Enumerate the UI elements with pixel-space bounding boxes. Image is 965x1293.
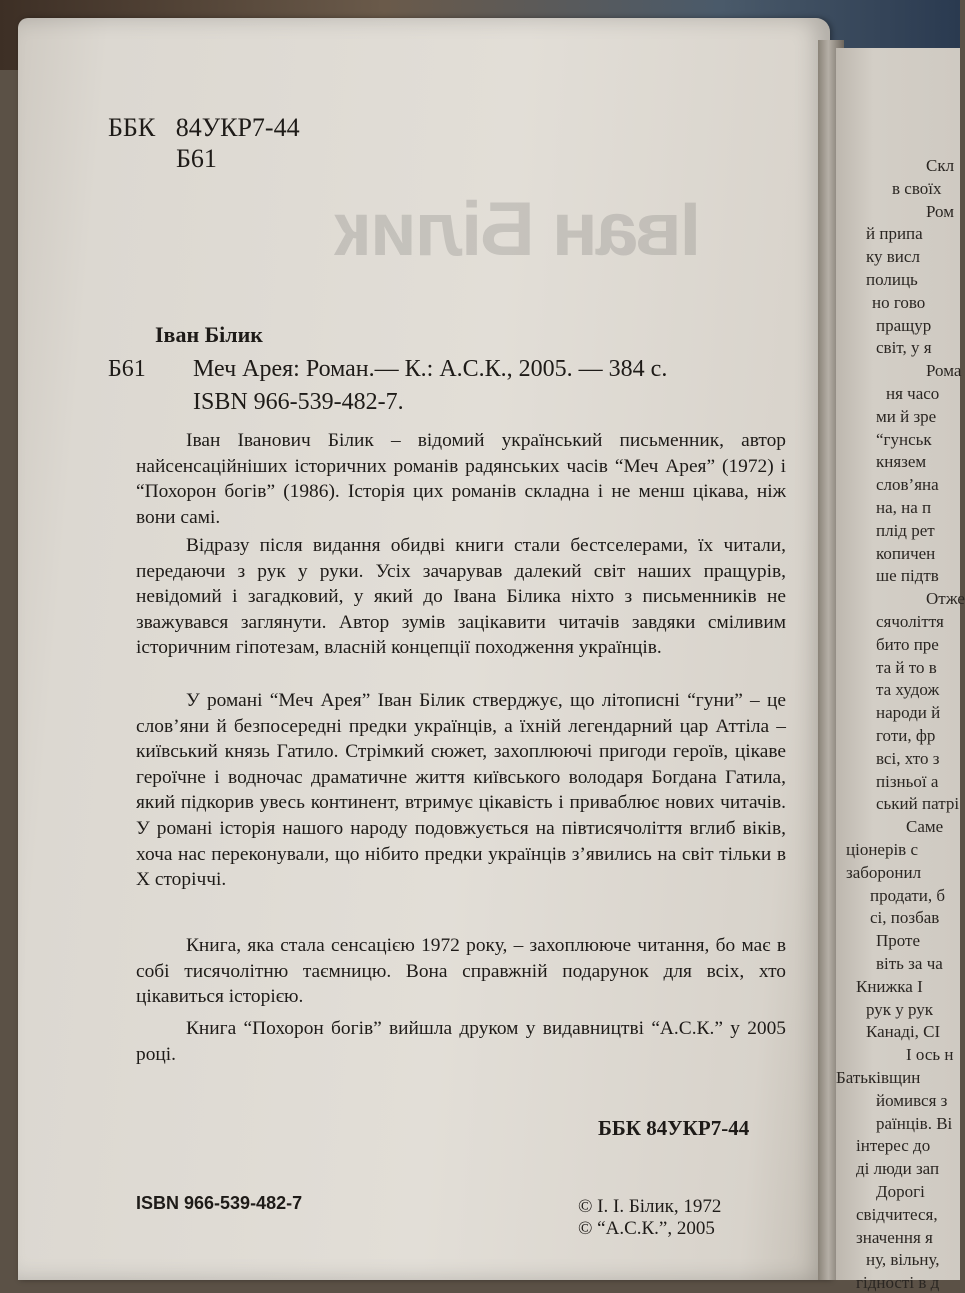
right-page-line: ня часо xyxy=(886,384,940,403)
right-page-line: та худож xyxy=(876,680,940,700)
annotation-paragraph: Книга, яка стала сенсацією 1972 року, – захоплююче читання, бо має в собі тисячолітню таємницю. Вона справжній подарунок для всіх, хто цікавиться історією. xyxy=(136,935,786,1008)
right-page-line: значення я xyxy=(856,1227,933,1247)
author-mark: Б61 xyxy=(176,144,217,173)
left-page xyxy=(18,18,830,1280)
right-page-line: плід рет xyxy=(876,520,935,540)
right-page-line: ціонерів с xyxy=(846,840,919,859)
right-page-line: “гунськ xyxy=(876,429,932,449)
right-page-line: всі, хто з xyxy=(876,748,940,768)
right-page-line: ді люди зап xyxy=(856,1159,940,1179)
entry-code: Б61 xyxy=(108,356,146,382)
right-page-line: інтерес до xyxy=(856,1136,931,1156)
right-page-line: Саме xyxy=(906,817,944,837)
annotation-paragraph: Відразу після видання обидві книги стали бестселерами, їх читали, передаючи з рук у руки. Усіх зачарував далекий світ наших пращурів, невідомий і загадковий, у який до Івана Білика ніхто з письменників не зважувався заглянути. Автор зумів зацікавити читачів завдяки сміливим історичним гіпотезам, власній концепції походження українців. xyxy=(136,535,786,659)
right-page-line: свідчитеся, xyxy=(856,1204,938,1224)
right-page-line: І ось н xyxy=(906,1045,954,1065)
show-through-title: Іван Білик xyxy=(336,187,701,272)
right-page-line: Канаді, СІ xyxy=(866,1022,941,1042)
right-page-line: продати, б xyxy=(870,885,946,905)
right-page-line: Ром xyxy=(926,201,954,221)
bibliographic-record: Меч Арея: Роман.— К.: А.С.К., 2005. — 384 с. xyxy=(193,356,668,382)
right-page-line: ну, вільну, xyxy=(866,1250,940,1270)
right-page-line: та й то в xyxy=(876,657,937,677)
right-page-line: рук у рук xyxy=(866,999,934,1019)
right-page-line: в своїх xyxy=(892,178,942,198)
right-page-line: ський патрі xyxy=(876,794,960,814)
right-page-line: копичен xyxy=(876,543,936,563)
right-page-line: Скл xyxy=(926,156,955,175)
copyright-author: © І. І. Білик, 1972 xyxy=(578,1196,722,1217)
right-page-line: сі, позбав xyxy=(870,908,940,928)
right-page-line: гідності в д xyxy=(856,1273,940,1293)
right-page-line: Отже xyxy=(926,589,965,609)
right-page-line: пізньої а xyxy=(876,771,939,791)
right-page-line: на, на п xyxy=(876,498,932,517)
right-page-line: Рома xyxy=(926,361,962,381)
bbk-index-bottom: ББК 84УКР7-44 xyxy=(598,1116,750,1140)
right-page-line: Книжка І xyxy=(856,976,923,996)
right-page-line: готи, фр xyxy=(876,726,936,745)
author-name: Іван Білик xyxy=(155,322,263,347)
right-page-line: йомився з xyxy=(876,1090,948,1110)
annotation-paragraph: У романі “Меч Арея” Іван Білик стверджує, що літописні “гуни” – це слов’яни й безпосередні предки українців, а їхній легендарний цар Аттіла – київський князь Гатило. Стрімкий сюжет, захоплюючі пригоди героїв, цікаве героїчне і водночас драматичне життя київського володаря Богдана Гатила, який підкорив увесь континент, втримує цікавість і приваблює нових читачів. У романі історія нашого народу подовжується на півтисячоліття вглиб віків, хоча нас переконували, що нібито предки українців з’явились на світ тільки в X сторіччі. xyxy=(136,690,786,891)
right-page-line: й припа xyxy=(866,224,923,244)
right-page-line: но гово xyxy=(872,292,926,312)
right-page-line: світ, у я xyxy=(876,338,932,358)
right-page-line: сячоліття xyxy=(876,612,944,631)
right-page-line: князем xyxy=(876,452,927,472)
isbn-line: ISBN 966-539-482-7. xyxy=(193,389,404,415)
right-page-line: раїнців. Ві xyxy=(876,1113,953,1133)
right-page-line: ми й зре xyxy=(876,406,937,426)
annotation-paragraph: Книга “Похорон богів” вийшла друком у видавництві “А.С.К.” у 2005 році. xyxy=(136,1018,786,1065)
right-page-line: бито пре xyxy=(876,634,939,654)
isbn-bottom: ISBN 966-539-482-7 xyxy=(136,1193,303,1213)
right-page-line: Проте xyxy=(876,931,921,951)
right-page-text xyxy=(836,48,965,1293)
right-page-line: Дорогі xyxy=(876,1182,925,1201)
bbk-index: ББК 84УКР7-44 xyxy=(108,113,300,142)
right-page-line: ше підтв xyxy=(876,566,939,586)
right-page-line: віть за ча xyxy=(876,954,943,973)
right-page-line: ку висл xyxy=(866,247,920,267)
right-page-line: Батьківщин xyxy=(836,1068,921,1087)
right-page-line: народи й xyxy=(876,703,941,723)
right-page-line: заборонил xyxy=(846,862,922,882)
right-page-line: пращур xyxy=(876,315,932,335)
right-page-line: слов’яна xyxy=(876,475,939,495)
annotation-paragraph: Іван Іванович Білик – відомий український письменник, автор найсенсаційніших історичних романів радянських часів “Меч Арея” (1972) і “Похорон богів” (1986). Історія цих романів складна і не менш цікава, ніж вони самі. xyxy=(136,430,786,528)
right-page-line: полиць xyxy=(866,270,918,289)
copyright-publisher: © “А.С.К.”, 2005 xyxy=(578,1218,715,1239)
right-page xyxy=(836,48,965,1293)
